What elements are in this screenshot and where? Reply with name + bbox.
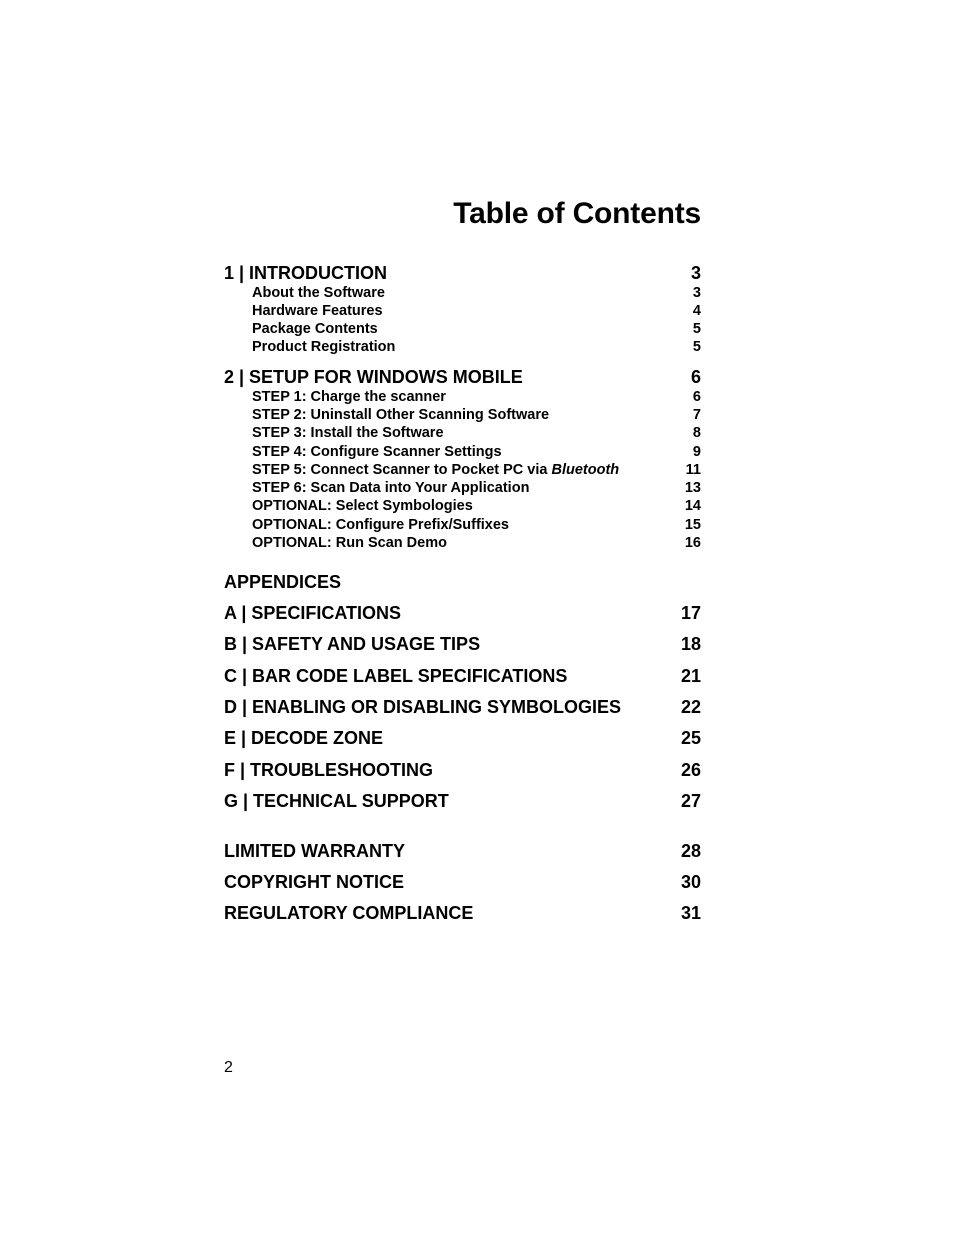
toc-subentry-page: 6 [692,389,701,405]
toc-subentry[interactable] [224,534,701,552]
toc-entry-label: COPYRIGHT NOTICE [224,872,405,892]
toc-subentry-label [224,461,619,479]
toc-subentry-label: About the Software [252,285,385,301]
toc-entry-label: F | TROUBLESHOOTING [224,760,434,780]
toc-subentry-label: STEP 1: Charge the scanner [252,389,446,405]
toc-entry-label: APPENDICES [224,572,342,592]
toc-entry[interactable] [224,665,701,687]
toc-subentry-page: 3 [692,285,701,301]
toc-subentry-label: Package Contents [252,321,378,337]
toc-subentry-page: 16 [684,535,701,551]
toc-subentry-label: OPTIONAL: Run Scan Demo [252,535,447,551]
toc-subentry[interactable] [224,461,701,479]
toc-entry[interactable] [224,871,701,893]
toc-entry-label: D | ENABLING OR DISABLING SYMBOLOGIES [224,697,622,717]
toc-entry-page: 25 [680,728,701,748]
toc-entry-label: A | SPECIFICATIONS [224,603,402,623]
toc-subentry[interactable] [224,516,701,534]
toc-entry[interactable] [224,366,701,388]
toc-entry-page: 26 [680,760,701,780]
toc-entry-page: 27 [680,791,701,811]
toc-subentry-label: STEP 2: Uninstall Other Scanning Software [252,407,550,423]
toc-entry-label: LIMITED WARRANTY [224,841,405,861]
page-number: 2 [224,1059,233,1076]
toc-subentry-page: 9 [692,444,701,460]
toc-entry-label: E | DECODE ZONE [224,728,384,748]
toc-subentry[interactable] [224,284,701,302]
toc-subentry-page: 13 [684,480,701,496]
toc-entry-page: 21 [680,666,701,686]
toc-subentry-label: Product Registration [252,339,396,355]
toc-entry[interactable] [224,602,701,624]
toc-subentry[interactable] [224,479,701,497]
toc-entry-label: 1 | INTRODUCTION [224,263,388,283]
toc-subentry[interactable] [224,497,701,515]
toc-heading-appendices [224,571,701,593]
toc-entry-page: 6 [690,367,701,387]
toc-subentry-label: STEP 3: Install the Software [252,425,444,441]
toc-subentry-label: STEP 6: Scan Data into Your Application [252,480,530,496]
toc-entry[interactable] [224,633,701,655]
toc-subentry-page: 5 [692,321,701,337]
toc-subentry[interactable] [224,338,701,356]
toc-subentry[interactable] [224,443,701,461]
toc-subentry-page: 7 [692,407,701,423]
toc-entry-page: 3 [690,263,701,283]
toc-subentry-page: 4 [692,303,701,319]
toc-subentry-label-italic: Bluetooth [551,462,620,478]
toc-subentry-page: 11 [685,462,701,478]
toc-entry[interactable] [224,840,701,862]
toc-subentry[interactable] [224,388,701,406]
page-title: Table of Contents [453,197,701,230]
toc-entry-label: C | BAR CODE LABEL SPECIFICATIONS [224,666,568,686]
toc-subentry[interactable] [224,406,701,424]
toc-entry-page: 22 [680,697,701,717]
toc-subentry-label: OPTIONAL: Select Symbologies [252,498,473,514]
toc-entry-label: REGULATORY COMPLIANCE [224,903,474,923]
toc-entry[interactable] [224,790,701,812]
toc-entry-page: 28 [680,841,701,861]
toc-subentry-page: 15 [684,517,701,533]
toc-subentry[interactable] [224,302,701,320]
toc-entry[interactable] [224,696,701,718]
toc-subentry[interactable] [224,424,701,442]
toc-subentry-page: 5 [692,339,701,355]
toc-entry[interactable] [224,759,701,781]
toc-entry-label: B | SAFETY AND USAGE TIPS [224,634,481,654]
toc-entry-page: 30 [680,872,701,892]
toc-entry-page: 18 [680,634,701,654]
toc-subentry-page: 8 [692,425,701,441]
toc-entry-label: 2 | SETUP FOR WINDOWS MOBILE [224,367,523,387]
toc-entry-page: 17 [680,603,701,623]
toc-subentry-label: Hardware Features [252,303,383,319]
toc-subentry-label-text: STEP 5: Connect Scanner to Pocket PC via [252,462,552,478]
toc-subentry-label: STEP 4: Configure Scanner Settings [252,444,502,460]
toc-entry[interactable] [224,727,701,749]
toc-subentry-label: OPTIONAL: Configure Prefix/Suffixes [252,517,509,533]
toc-subentry-page: 14 [684,498,701,514]
toc-entry-label: G | TECHNICAL SUPPORT [224,791,449,811]
toc-subentry[interactable] [224,320,701,338]
toc-entry-page: 31 [680,903,701,923]
toc-entry[interactable] [224,902,701,924]
toc-entry[interactable] [224,262,701,284]
